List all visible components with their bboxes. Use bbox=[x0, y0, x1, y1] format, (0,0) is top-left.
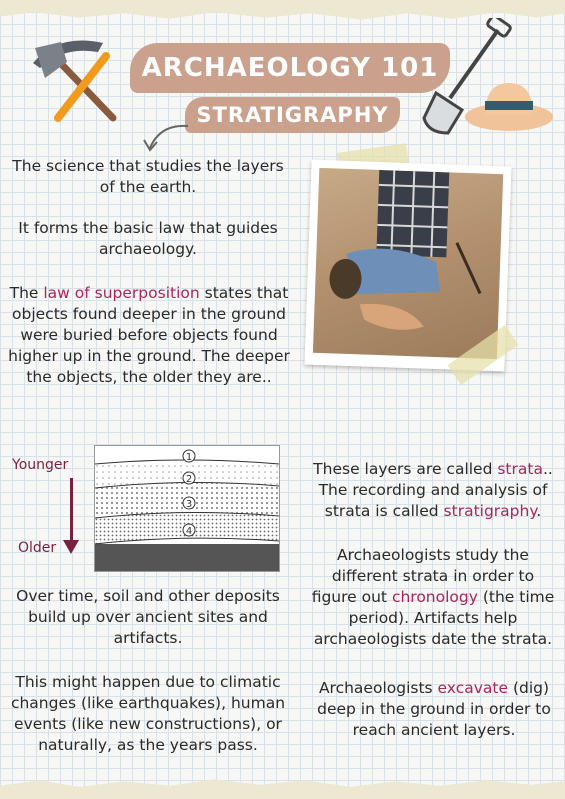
intro-paragraph-3 bbox=[8, 283, 290, 388]
excavation-photo-card bbox=[298, 148, 518, 378]
page-title: ARCHAEOLOGY 101 bbox=[130, 43, 450, 93]
text-segment: . bbox=[536, 502, 542, 520]
photo-frame bbox=[304, 160, 511, 372]
age-arrow-shaft bbox=[70, 478, 73, 546]
explorer-hat-icon bbox=[463, 75, 555, 135]
layer-number-2: 2 bbox=[185, 474, 193, 485]
causes-paragraph: This might happen due to climatic changes (like earthquakes), human events (like new constructions), or naturally, as the years pass. bbox=[10, 673, 286, 754]
excavate-paragraph bbox=[312, 678, 556, 741]
older-label: Older bbox=[18, 540, 57, 556]
curved-arrow-icon bbox=[142, 120, 192, 154]
strata-layers bbox=[95, 446, 279, 571]
strata-definition-paragraph bbox=[308, 459, 558, 522]
text-segment: The bbox=[9, 284, 44, 302]
excavate-term: excavate bbox=[437, 679, 509, 697]
torn-paper-bottom bbox=[0, 777, 565, 799]
text-segment: These layers are called bbox=[313, 460, 498, 478]
law-of-superposition-term: law of superposition bbox=[43, 284, 200, 302]
text-segment: states that objects found deeper in the ground were buried before objects found higher up in the ground. The deeper the objects, the older they are.. bbox=[8, 284, 290, 386]
strata-diagram bbox=[94, 445, 280, 572]
chronology-paragraph bbox=[308, 545, 558, 650]
age-arrow-head bbox=[63, 540, 79, 554]
text-segment: .. The recording and analysis of strata is called bbox=[318, 460, 553, 520]
layer-number-4: 4 bbox=[185, 526, 193, 537]
chronology-term: chronology bbox=[391, 588, 478, 606]
pickaxe-shovel-icon bbox=[28, 38, 128, 128]
intro-paragraph-2: It forms the basic law that guides archaeology. bbox=[18, 219, 278, 258]
text-segment: (the time period). Artifacts help archaeologists date the strata. bbox=[313, 588, 555, 648]
younger-label: Younger bbox=[12, 457, 69, 473]
intro-paragraph-1: The science that studies the layers of the earth. bbox=[12, 157, 284, 196]
layer-number-3: 3 bbox=[185, 499, 193, 510]
text-segment: Archaeologists study the different strata in order to figure out bbox=[311, 546, 535, 606]
archaeologist-digging-photo bbox=[313, 168, 503, 359]
stratigraphy-term: stratigraphy bbox=[443, 502, 537, 520]
text-segment: Archaeologists bbox=[318, 679, 438, 697]
page-subtitle: STRATIGRAPHY bbox=[185, 97, 400, 133]
strata-term: strata bbox=[497, 460, 543, 478]
deposits-paragraph: Over time, soil and other deposits build up over ancient sites and artifacts. bbox=[16, 587, 280, 647]
photo-illustration bbox=[313, 168, 503, 359]
text-segment: (dig) deep in the ground in order to reach ancient layers. bbox=[317, 679, 551, 739]
layer-number-1: 1 bbox=[185, 452, 193, 463]
